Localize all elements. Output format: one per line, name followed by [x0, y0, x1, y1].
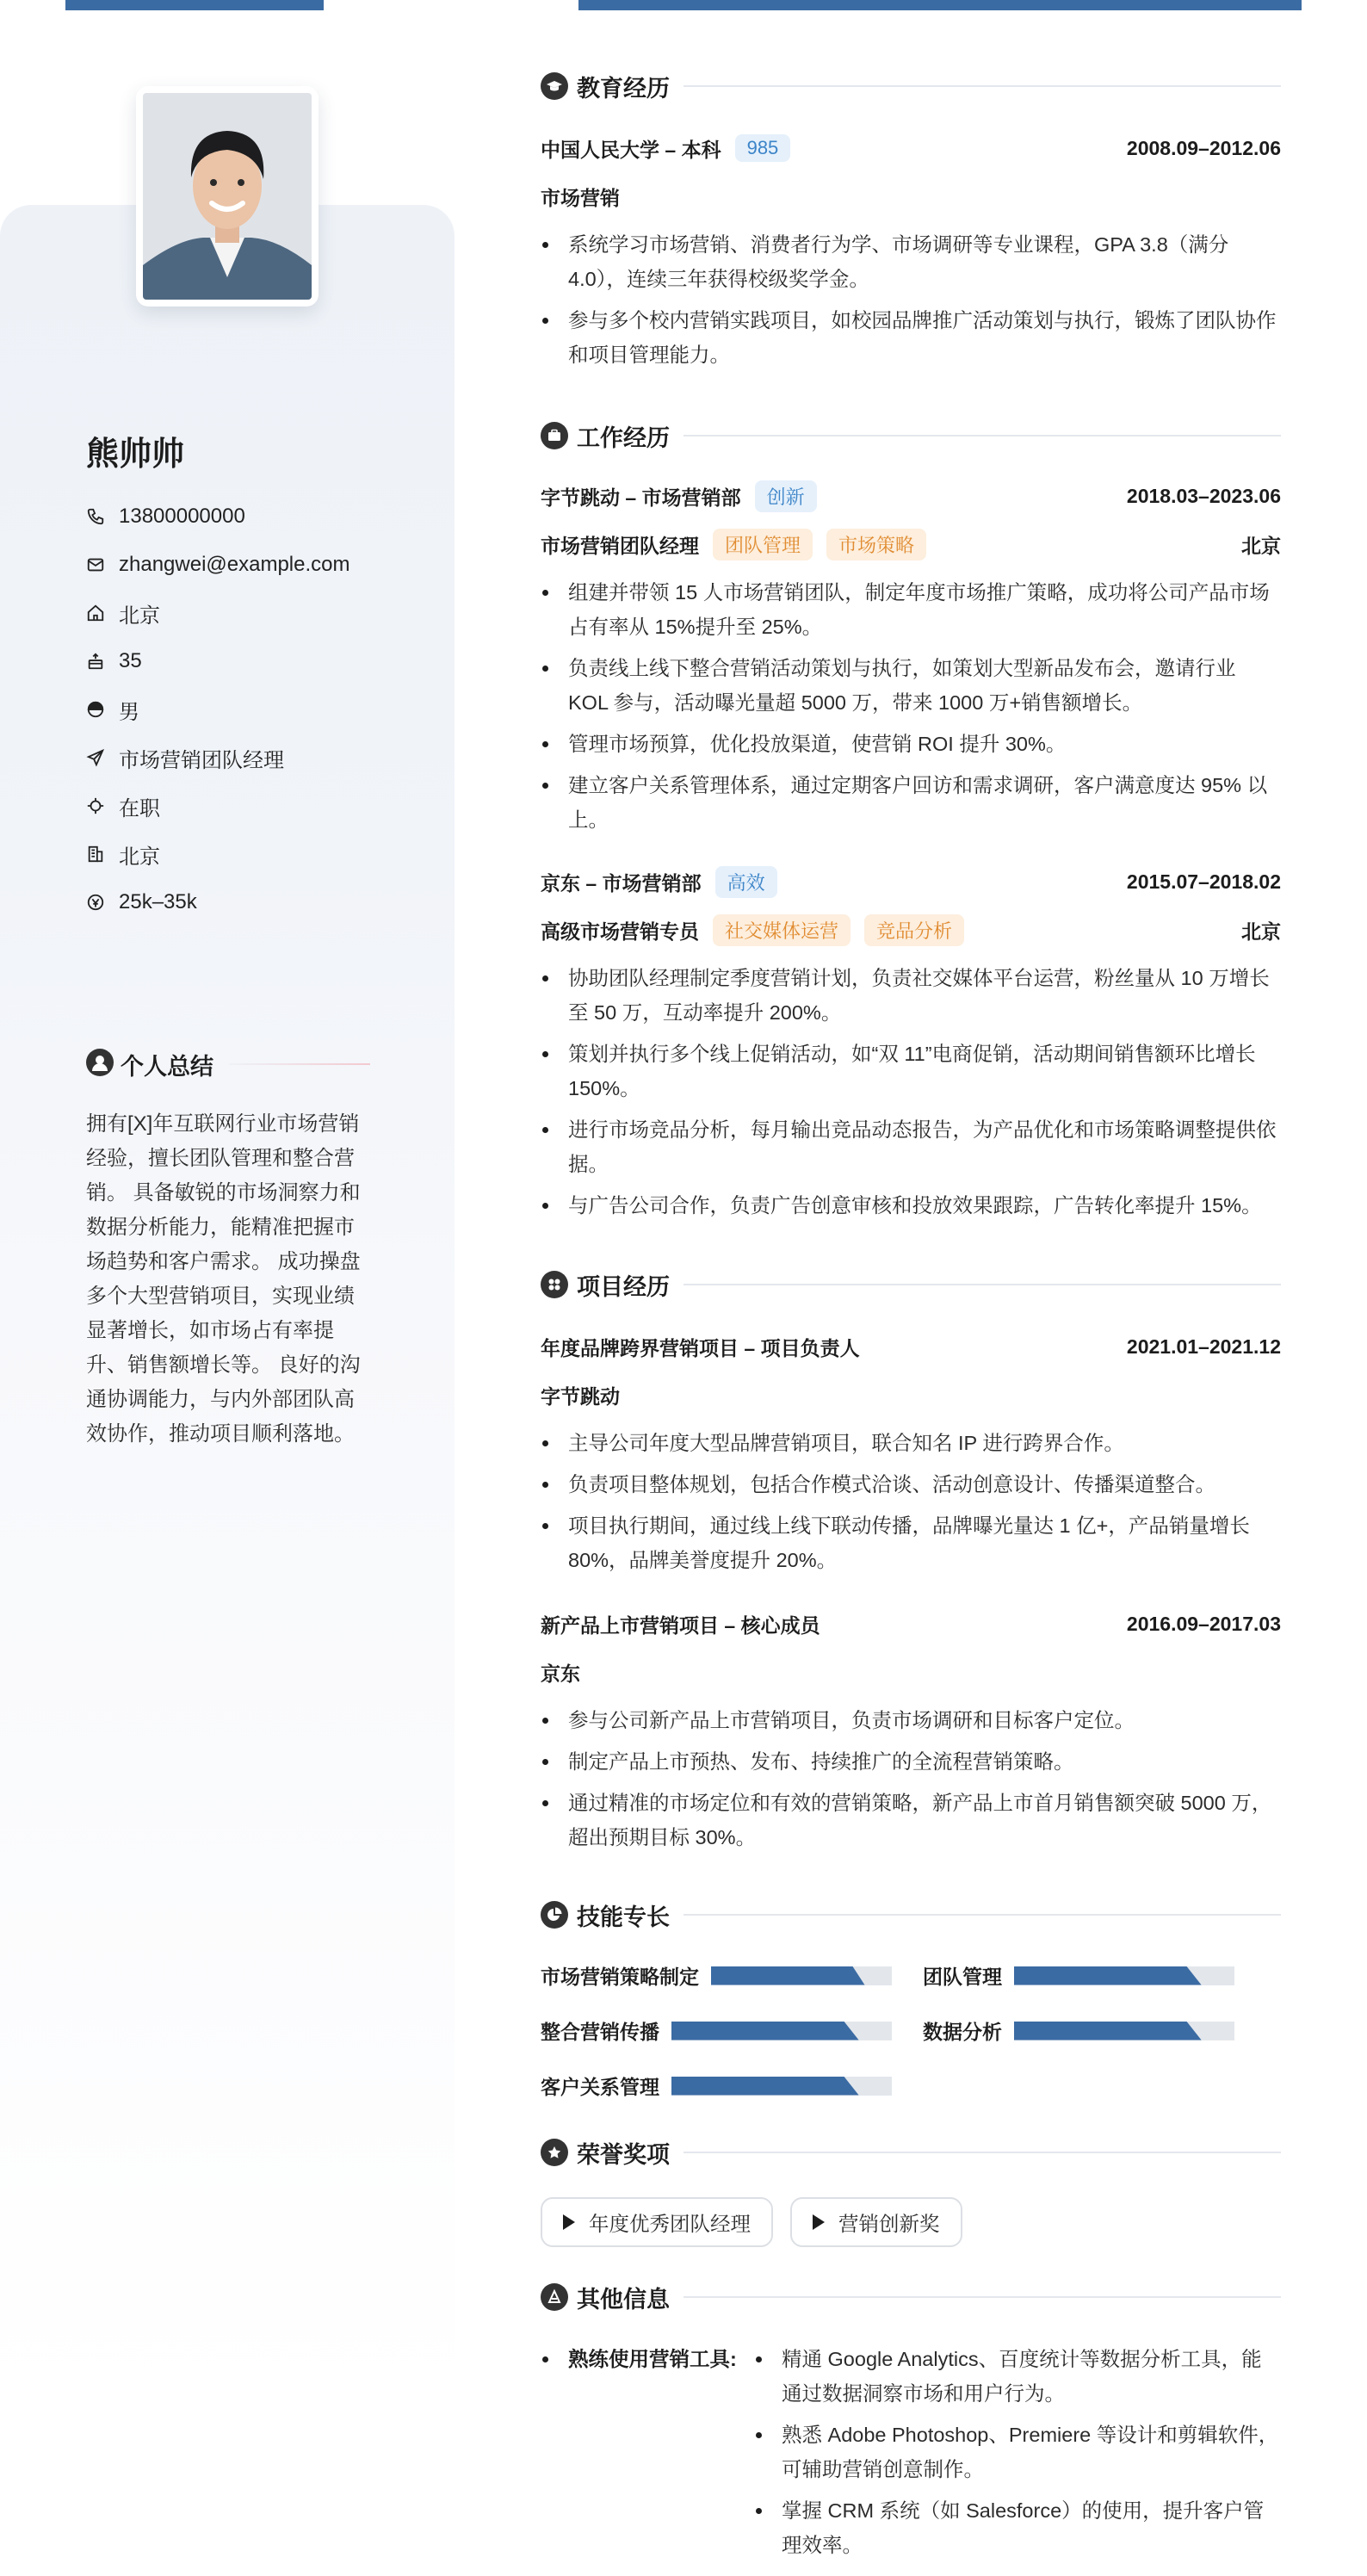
list-item: 协助团队经理制定季度营销计划，负责社交媒体平台运营，粉丝量从 10 万增长至 50 万，互动率提升 200%。	[541, 961, 1281, 1030]
list-item: 策划并执行多个线上促销活动，如“双 11”电商促销，活动期间销售额环比增长 150%。	[541, 1037, 1281, 1105]
skill-name: 整合营销传播	[541, 2021, 659, 2043]
projects-header	[541, 1266, 1281, 1303]
education-major-row	[541, 179, 1281, 214]
list-item: 组建并带领 15 人市场营销团队，制定年度市场推广策略，成功将公司产品市场占有率从 15%提升至 25%。	[541, 575, 1281, 644]
job-2-role-tag: 社交媒体运营	[713, 914, 851, 946]
other-bullets	[754, 2342, 1281, 2569]
award-label: 营销创新奖	[838, 2213, 940, 2235]
section-divider	[684, 1914, 1281, 1916]
candidate-name: 熊帅帅	[86, 437, 185, 473]
info-position-value: 市场营销团队经理	[119, 748, 284, 772]
avatar-card	[136, 86, 319, 307]
send-icon	[86, 748, 105, 767]
job-1-role-tag: 市场策略	[826, 529, 926, 560]
summary-header	[86, 1045, 370, 1083]
info-status-value: 在职	[119, 796, 160, 820]
job-2-row	[541, 864, 1281, 899]
list-item: 负责项目整体规划，包括合作模式洽谈、活动创意设计、传播渠道整合。	[541, 1467, 1281, 1502]
other-title: 其他信息	[577, 2286, 670, 2313]
info-position	[86, 734, 350, 782]
list-item: 主导公司年度大型品牌营销项目，联合知名 IP 进行跨界合作。	[541, 1426, 1281, 1460]
projects-title: 项目经历	[577, 1273, 670, 1300]
award-icon	[541, 2139, 568, 2166]
work-title: 工作经历	[577, 424, 670, 451]
list-item: 熟悉 Adobe Photoshop、Premiere 等设计和剪辑软件，可辅助营销创意制作。	[754, 2418, 1281, 2486]
list-item: 精通 Google Analytics、百度统计等数据分析工具，能通过数据洞察市场和用户行为。	[754, 2342, 1281, 2411]
skill-bar	[1014, 1966, 1234, 1985]
project-1-row	[541, 1329, 1281, 1364]
status-icon	[86, 796, 105, 815]
contact-info-list	[86, 492, 350, 926]
project-1-name: 年度品牌跨界营销项目 – 项目负责人	[541, 1336, 860, 1359]
list-item: 进行市场竞品分析，每月输出竞品动态报告，为产品优化和市场策略调整提供依据。	[541, 1112, 1281, 1181]
mail-icon	[86, 555, 105, 574]
skill-fill	[1014, 2022, 1202, 2040]
info-phone	[86, 492, 350, 541]
info-email-value: zhangwei@example.com	[119, 553, 350, 576]
award-label: 年度优秀团队经理	[589, 2213, 751, 2235]
awards-title: 荣誉奖项	[577, 2141, 670, 2168]
skill-item	[923, 2016, 1234, 2045]
skill-fill	[671, 2077, 859, 2096]
job-2-company: 京东 – 市场营销部	[541, 871, 702, 895]
skills-header	[541, 1896, 1281, 1934]
info-gender-value: 男	[119, 700, 139, 724]
skill-bar	[671, 2077, 892, 2096]
project-2-org: 京东	[541, 1662, 580, 1685]
job-2-city: 北京	[1241, 920, 1281, 943]
info-status	[86, 782, 350, 830]
info-salary-value: 25k–35k	[119, 890, 197, 913]
job-2-role-row	[541, 913, 1281, 947]
project-2-bullets	[541, 1703, 1281, 1861]
other-label: 熟练使用营销工具:	[541, 2342, 737, 2376]
info-city	[86, 830, 350, 878]
list-item: 参与公司新产品上市营销项目，负责市场调研和目标客户定位。	[541, 1703, 1281, 1737]
summary-divider	[229, 1063, 370, 1065]
school-tag: 985	[735, 134, 791, 162]
skill-item	[541, 2071, 892, 2100]
list-item: 制定产品上市预热、发布、持续推广的全流程营销策略。	[541, 1744, 1281, 1779]
briefcase-icon	[541, 422, 568, 449]
avatar	[143, 93, 312, 300]
skill-item	[541, 1961, 892, 1990]
skill-name: 客户关系管理	[541, 2076, 659, 2098]
info-salary	[86, 878, 350, 926]
job-1-date: 2018.03–2023.06	[1126, 484, 1281, 507]
award-chip	[541, 2197, 773, 2247]
skill-name: 市场营销策略制定	[541, 1966, 699, 1988]
info-location-value: 北京	[119, 604, 160, 628]
info-city-value: 北京	[119, 845, 160, 869]
education-bullets	[541, 227, 1281, 379]
grid-icon	[541, 1271, 568, 1298]
play-icon	[813, 2214, 825, 2230]
job-1-city: 北京	[1241, 534, 1281, 557]
home-icon	[86, 604, 105, 622]
user-icon	[86, 1049, 114, 1081]
list-item: 参与多个校内营销实践项目，如校园品牌推广活动策划与执行，锻炼了团队协作和项目管理能力。	[541, 303, 1281, 372]
project-1-bullets	[541, 1426, 1281, 1584]
info-age-value: 35	[119, 649, 142, 672]
job-2-date: 2015.07–2018.02	[1126, 870, 1281, 893]
list-item: 项目执行期间，通过线上线下联动传播，品牌曝光量达 1 亿+，产品销量增长 80%，品牌美誉度提升 20%。	[541, 1508, 1281, 1577]
skill-item	[541, 2016, 892, 2045]
skill-item	[923, 1961, 1234, 1990]
play-icon	[563, 2214, 575, 2230]
job-1-row	[541, 479, 1281, 513]
list-item: 管理市场预算，优化投放渠道，使营销 ROI 提升 30%。	[541, 727, 1281, 761]
job-2-bullets	[541, 961, 1281, 1229]
salary-icon	[86, 893, 105, 912]
skill-fill	[1014, 1966, 1202, 1985]
project-1-org: 字节跳动	[541, 1384, 620, 1408]
list-item: 与广告公司合作，负责广告创意审核和投放效果跟踪，广告转化率提升 15%。	[541, 1188, 1281, 1223]
job-1-role-tag: 团队管理	[713, 529, 813, 560]
job-2-role: 高级市场营销专员	[541, 920, 699, 943]
skill-bar	[711, 1966, 892, 1985]
section-divider	[684, 2296, 1281, 2298]
top-accent-bar-right	[578, 0, 1302, 10]
skill-fill	[671, 2022, 859, 2040]
summary-text: 拥有[X]年互联网行业市场营销经验，擅长团队管理和整合营销。 具备敏锐的市场洞察力和数据分析能力，能精准把握市场趋势和客户需求。 成功操盘多个大型营销项目，实现业绩显著增长，如市场占有率提升、销售额增长等。 良好的沟通协调能力，与内外部团队高效协作，推动项目顺利落地。	[86, 1112, 361, 1446]
school-name: 中国人民大学 – 本科	[541, 138, 721, 161]
pie-chart-icon	[541, 1901, 568, 1929]
project-2-row	[541, 1607, 1281, 1641]
skill-name: 团队管理	[923, 1966, 1002, 1988]
job-1-role: 市场营销团队经理	[541, 534, 699, 557]
skill-bar	[671, 2022, 892, 2040]
summary-title: 个人总结	[121, 1053, 213, 1080]
phone-icon	[86, 507, 105, 526]
list-item: 掌握 CRM 系统（如 Salesforce）的使用，提升客户管理效率。	[754, 2493, 1281, 2562]
list-item: 通过精准的市场定位和有效的营销策略，新产品上市首月销售额突破 5000 万，超出预期目标 30%。	[541, 1786, 1281, 1855]
job-1-bullets	[541, 575, 1281, 844]
job-2-tag: 高效	[715, 866, 777, 898]
section-divider	[684, 435, 1281, 437]
list-item: 负责线上线下整合营销活动策划与执行，如策划大型新品发布会，邀请行业 KOL 参与，活动曝光量超 5000 万，带来 1000 万+销售额增长。	[541, 651, 1281, 720]
project-2-org-row	[541, 1655, 1281, 1689]
section-divider	[684, 2152, 1281, 2153]
info-gender	[86, 685, 350, 734]
section-divider	[684, 85, 1281, 87]
section-divider	[684, 1284, 1281, 1285]
skills-title: 技能专长	[577, 1904, 670, 1930]
award-chip	[790, 2197, 962, 2247]
info-location	[86, 589, 350, 637]
education-date: 2008.09–2012.06	[1126, 136, 1281, 159]
info-age	[86, 637, 350, 685]
project-2-date: 2016.09–2017.03	[1126, 1612, 1281, 1635]
project-1-org-row	[541, 1378, 1281, 1412]
info-phone-value: 13800000000	[119, 505, 245, 528]
list-item: 建立客户关系管理体系，通过定期客户回访和需求调研，客户满意度达 95% 以上。	[541, 768, 1281, 837]
list-item: 系统学习市场营销、消费者行为学、市场调研等专业课程，GPA 3.8（满分 4.0），连续三年获得校级奖学金。	[541, 227, 1281, 296]
project-2-name: 新产品上市营销项目 – 核心成员	[541, 1613, 820, 1637]
skill-bar	[1014, 2022, 1234, 2040]
awards-header	[541, 2133, 1281, 2171]
info-icon	[541, 2283, 568, 2311]
top-accent-bar-left	[65, 0, 324, 10]
education-major: 市场营销	[541, 186, 620, 209]
project-1-date: 2021.01–2021.12	[1126, 1334, 1281, 1358]
job-1-company: 字节跳动 – 市场营销部	[541, 486, 741, 509]
skill-name: 数据分析	[923, 2021, 1002, 2043]
cake-icon	[86, 652, 105, 671]
education-header	[541, 67, 1281, 105]
education-row	[541, 131, 1281, 165]
job-1-tag: 创新	[755, 480, 817, 512]
info-email	[86, 541, 350, 589]
other-header	[541, 2278, 1281, 2316]
job-1-role-row	[541, 527, 1281, 561]
building-icon	[86, 845, 105, 864]
skill-fill	[711, 1966, 865, 1985]
work-header	[541, 417, 1281, 455]
job-2-role-tag: 竞品分析	[864, 914, 964, 946]
education-title: 教育经历	[577, 75, 670, 102]
gender-icon	[86, 700, 105, 719]
graduation-cap-icon	[541, 72, 568, 100]
